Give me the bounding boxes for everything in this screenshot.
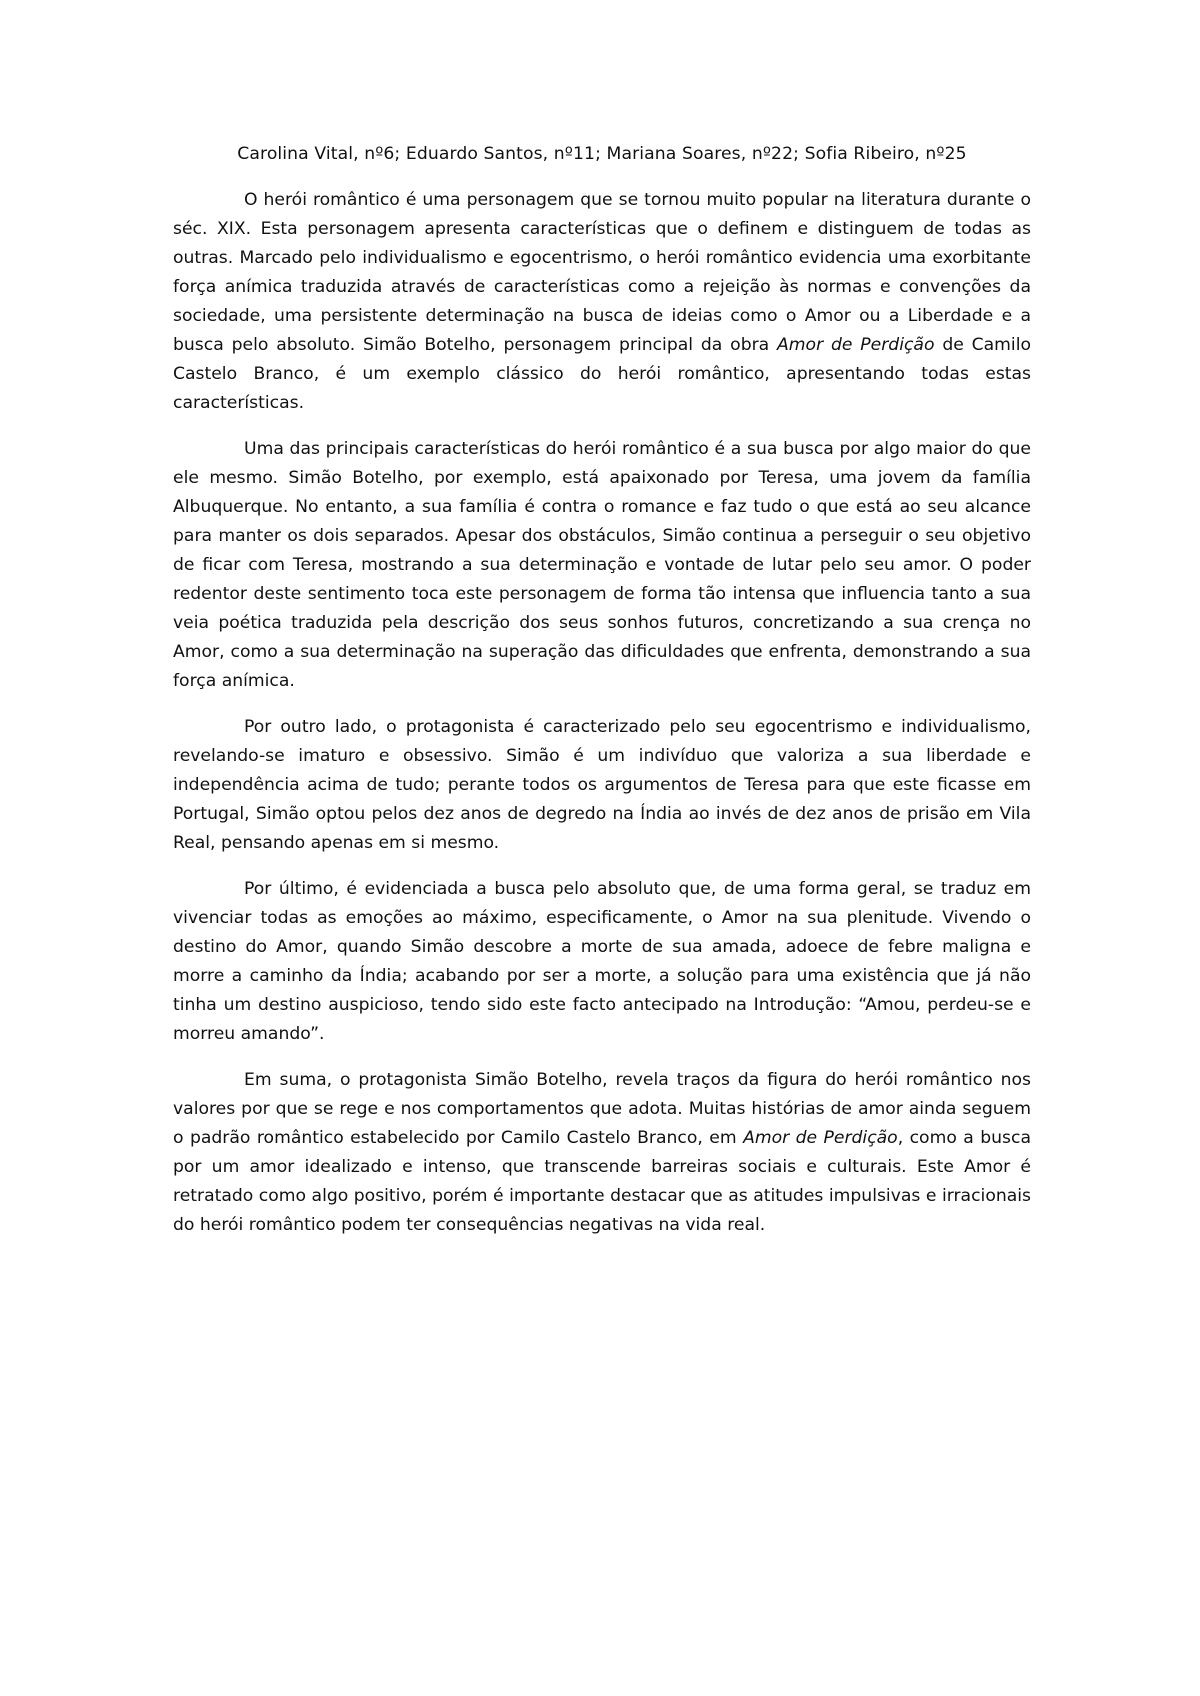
paragraph-1-text-end: de Camilo Castelo Branco, é um exemplo clássico do herói romântico, apresentando todas estas características. [173,335,1031,413]
paragraph-absoluto: Por último, é evidenciada a busca pelo absoluto que, de uma forma geral, se traduz em vivenciar todas as emoções ao máximo, especificamente, o Amor na sua plenitude. Vivendo o destino do Amor, quando Simão descobre a morte de sua amada, adoece de febre maligna e morre a caminho da Índia; acabando por ser a morte, a solução para uma existência que já não tinha um destino auspicioso, tendo sido este facto antecipado na Introdução: “Amou, perdeu-se e morreu amando”. [173,879,1031,1044]
paragraph-1-text-start: O herói romântico é uma personagem que se tornou muito popular na literatura durante o séc. XIX. Esta personagem apresenta características que o definem e distinguem de todas as outras. Marcado pelo individualismo e egocentrismo, o herói romântico evidencia uma exorbitante força anímica traduzida através de características como a rejeição às normas e convenções da sociedade, uma persistente determinação na busca de ideias como o Amor ou a Liberdade e a busca pelo absoluto. Simão Botelho, personagem principal da obra [173,190,1031,355]
book-title-italic: Amor de Perdição [743,1128,898,1148]
authors-line: Carolina Vital, nº6; Eduardo Santos, nº11; Mariana Soares, nº22; Sofia Ribeiro, nº25 [237,144,967,164]
document-body [173,140,1031,1257]
book-title-italic: Amor de Perdição [777,335,935,355]
paragraph-egocentrismo: Por outro lado, o protagonista é caracterizado pelo seu egocentrismo e individualismo, revelando-se imaturo e obsessivo. Simão é um indivíduo que valoriza a sua liberdade e independência acima de tudo; perante todos os argumentos de Teresa para que este ficasse em Portugal, Simão optou pelos dez anos de degredo na Índia ao invés de dez anos de prisão em Vila Real, pensando apenas em si mesmo. [173,717,1031,853]
paragraph-5-text-start: Em suma, o protagonista Simão Botelho, revela traços da figura do herói romântico nos valores por que se rege e nos comportamentos que adota. Muitas histórias de amor ainda seguem o padrão romântico estabelecido por Camilo Castelo Branco, em [173,1070,1031,1148]
paragraph-5-text-end: , como a busca por um amor idealizado e intenso, que transcende barreiras sociais e culturais. Este Amor é retratado como algo positivo, porém é importante destacar que as atitudes impulsivas e irracionais do herói romântico podem ter consequências negativas na vida real. [173,1128,1031,1235]
paragraph-introduction [173,186,1031,418]
paragraph-busca-maior: Uma das principais características do herói romântico é a sua busca por algo maior do que ele mesmo. Simão Botelho, por exemplo, está apaixonado por Teresa, uma jovem da família Albuquerque. No entanto, a sua família é contra o romance e faz tudo o que está ao seu alcance para manter os dois separados. Apesar dos obstáculos, Simão continua a perseguir o seu objetivo de ficar com Teresa, mostrando a sua determinação e vontade de lutar pelo seu amor. O poder redentor deste sentimento toca este personagem de forma tão intensa que influencia tanto a sua veia poética traduzida pela descrição dos seus sonhos futuros, concretizando a sua crença no Amor, como a sua determinação na superação das dificuldades que enfrenta, demonstrando a sua força anímica. [173,439,1031,691]
paragraph-conclusao [173,1066,1031,1240]
